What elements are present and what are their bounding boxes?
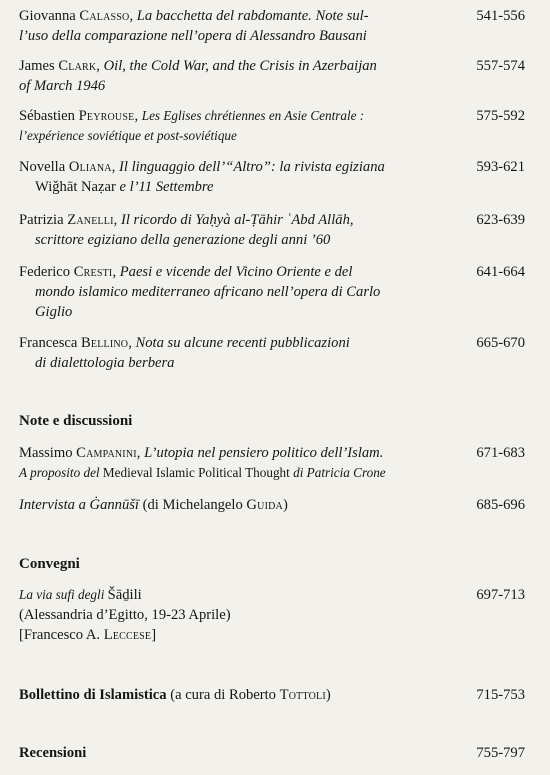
author-last-name: Leccese <box>103 627 152 643</box>
entry-text <box>19 157 439 197</box>
author-first-name: Sébastien <box>19 108 75 124</box>
author-last-name: Zanelli <box>67 212 114 228</box>
subtitle-text: di Patricia Crone <box>289 465 386 480</box>
entry-text <box>19 6 439 46</box>
entry-text <box>19 262 439 322</box>
entry-text <box>19 585 439 645</box>
article-title-cont: e l’11 Settembre <box>115 179 214 195</box>
contributor-text: (a cura di Roberto <box>166 687 280 703</box>
page-range: 715-753 <box>476 687 525 703</box>
conference-title: La via sufi degli <box>19 587 108 602</box>
separator: , <box>129 8 137 24</box>
article-title-cont: scrittore egiziano della generazione degli anni ’60 <box>35 232 331 248</box>
author-last-name: Tottoli <box>279 687 326 703</box>
author-last-name: Guida <box>246 497 283 513</box>
page-range: 697-713 <box>476 587 525 603</box>
author-first-name: Giovanna <box>19 8 76 24</box>
article-title: L’utopia nel pensiero politico dell’Islam. <box>144 445 384 461</box>
separator: , <box>96 58 104 74</box>
separator: , <box>111 159 119 175</box>
author-first-name: Massimo <box>19 445 73 461</box>
toc-entry <box>19 106 539 146</box>
separator: , <box>113 212 121 228</box>
separator: , <box>112 264 120 280</box>
article-title: Il linguaggio dell’“Altro”: la rivista egiziana <box>119 159 385 175</box>
entry-text <box>19 443 439 483</box>
author-last-name: Clark <box>58 58 97 74</box>
article-title-cont: Giglio <box>35 304 73 320</box>
conference-title-name: Šāḏili <box>107 587 142 603</box>
section-heading: Bollettino di Islamistica <box>19 687 167 703</box>
entry-text <box>19 56 439 96</box>
section-heading: Recensioni <box>19 745 87 761</box>
contributor-text: [Francesco A. <box>19 627 104 643</box>
entry-text <box>19 495 439 515</box>
contributor-text: (di Michelangelo <box>139 497 247 513</box>
author-first-name: Francesca <box>19 335 78 351</box>
article-title-cont: of March 1946 <box>19 78 106 94</box>
toc-entry <box>19 495 539 515</box>
toc-entry <box>19 585 539 645</box>
toc-entry <box>19 56 539 96</box>
article-title: La bacchetta del rabdomante. Note sul- <box>136 8 369 24</box>
toc-entry <box>19 210 539 250</box>
contributor-text: ) <box>282 497 288 513</box>
toc-entry <box>19 262 539 322</box>
article-title: Il ricordo di Yaḥyà al-Ṭāhir ʿAbd Allāh, <box>120 212 354 228</box>
author-last-name: Cresti <box>73 264 113 280</box>
author-first-name: Patrizia <box>19 212 64 228</box>
section-heading: Convegni <box>19 556 80 572</box>
subtitle-text: A proposito del <box>19 465 103 480</box>
contributor-text: ] <box>151 627 157 643</box>
article-title-cont: mondo islamico mediterraneo africano nell’opera di Carlo <box>35 284 381 300</box>
page-range: 755-797 <box>476 745 525 761</box>
entry-text <box>19 333 439 373</box>
section-heading: Note e discussioni <box>19 413 133 429</box>
page-range: 623-639 <box>476 212 525 228</box>
article-title-cont: di dialettologia berbera <box>35 355 175 371</box>
article-title-cont: l’expérience soviétique et post-soviétique <box>19 128 237 143</box>
author-last-name: Oliana <box>68 159 112 175</box>
page-range: 575-592 <box>476 108 525 124</box>
toc-entry <box>19 443 539 483</box>
page-range: 557-574 <box>476 58 525 74</box>
author-last-name: Campanini <box>76 445 137 461</box>
article-title: Les Eglises chrétiennes en Asie Centrale : <box>141 108 365 123</box>
toc-entry <box>19 743 539 763</box>
toc-entry <box>19 333 539 373</box>
author-first-name: James <box>19 58 55 74</box>
contributor-text: ) <box>325 687 331 703</box>
page-range: 671-683 <box>476 445 525 461</box>
article-title: Nota su alcune recenti pubblicazioni <box>135 335 350 351</box>
entry-text <box>19 685 439 705</box>
entry-text <box>19 743 439 763</box>
author-last-name: Bellino <box>81 335 129 351</box>
separator: , <box>136 445 145 461</box>
author-last-name: Peyrouse <box>78 108 135 124</box>
page-range: 541-556 <box>476 8 525 24</box>
book-title: Medieval Islamic Political Thought <box>102 465 290 480</box>
entry-text <box>19 210 439 250</box>
toc-entry <box>19 6 539 46</box>
separator: , <box>134 108 142 124</box>
toc-entry <box>19 157 539 197</box>
entry-text <box>19 106 439 146</box>
separator: , <box>128 335 136 351</box>
author-last-name: Calasso <box>79 8 130 24</box>
page-range: 665-670 <box>476 335 525 351</box>
page-range: 685-696 <box>476 497 525 513</box>
journal-name: Wiǧhāt Naẓar <box>35 179 116 195</box>
page-range: 593-621 <box>476 159 525 175</box>
article-title: Paesi e vicende del Vicino Oriente e del <box>119 264 353 280</box>
author-first-name: Federico <box>19 264 71 280</box>
article-title: Oil, the Cold War, and the Crisis in Azerbaijan <box>103 58 377 74</box>
article-title: Intervista a Ġannūšī <box>19 497 139 513</box>
toc-entry <box>19 685 539 705</box>
conference-location: (Alessandria d’Egitto, 19-23 Aprile) <box>19 607 231 623</box>
page-range: 641-664 <box>476 264 525 280</box>
author-first-name: Novella <box>19 159 66 175</box>
article-title-cont: l’uso della comparazione nell’opera di Alessandro Bausani <box>19 28 367 44</box>
